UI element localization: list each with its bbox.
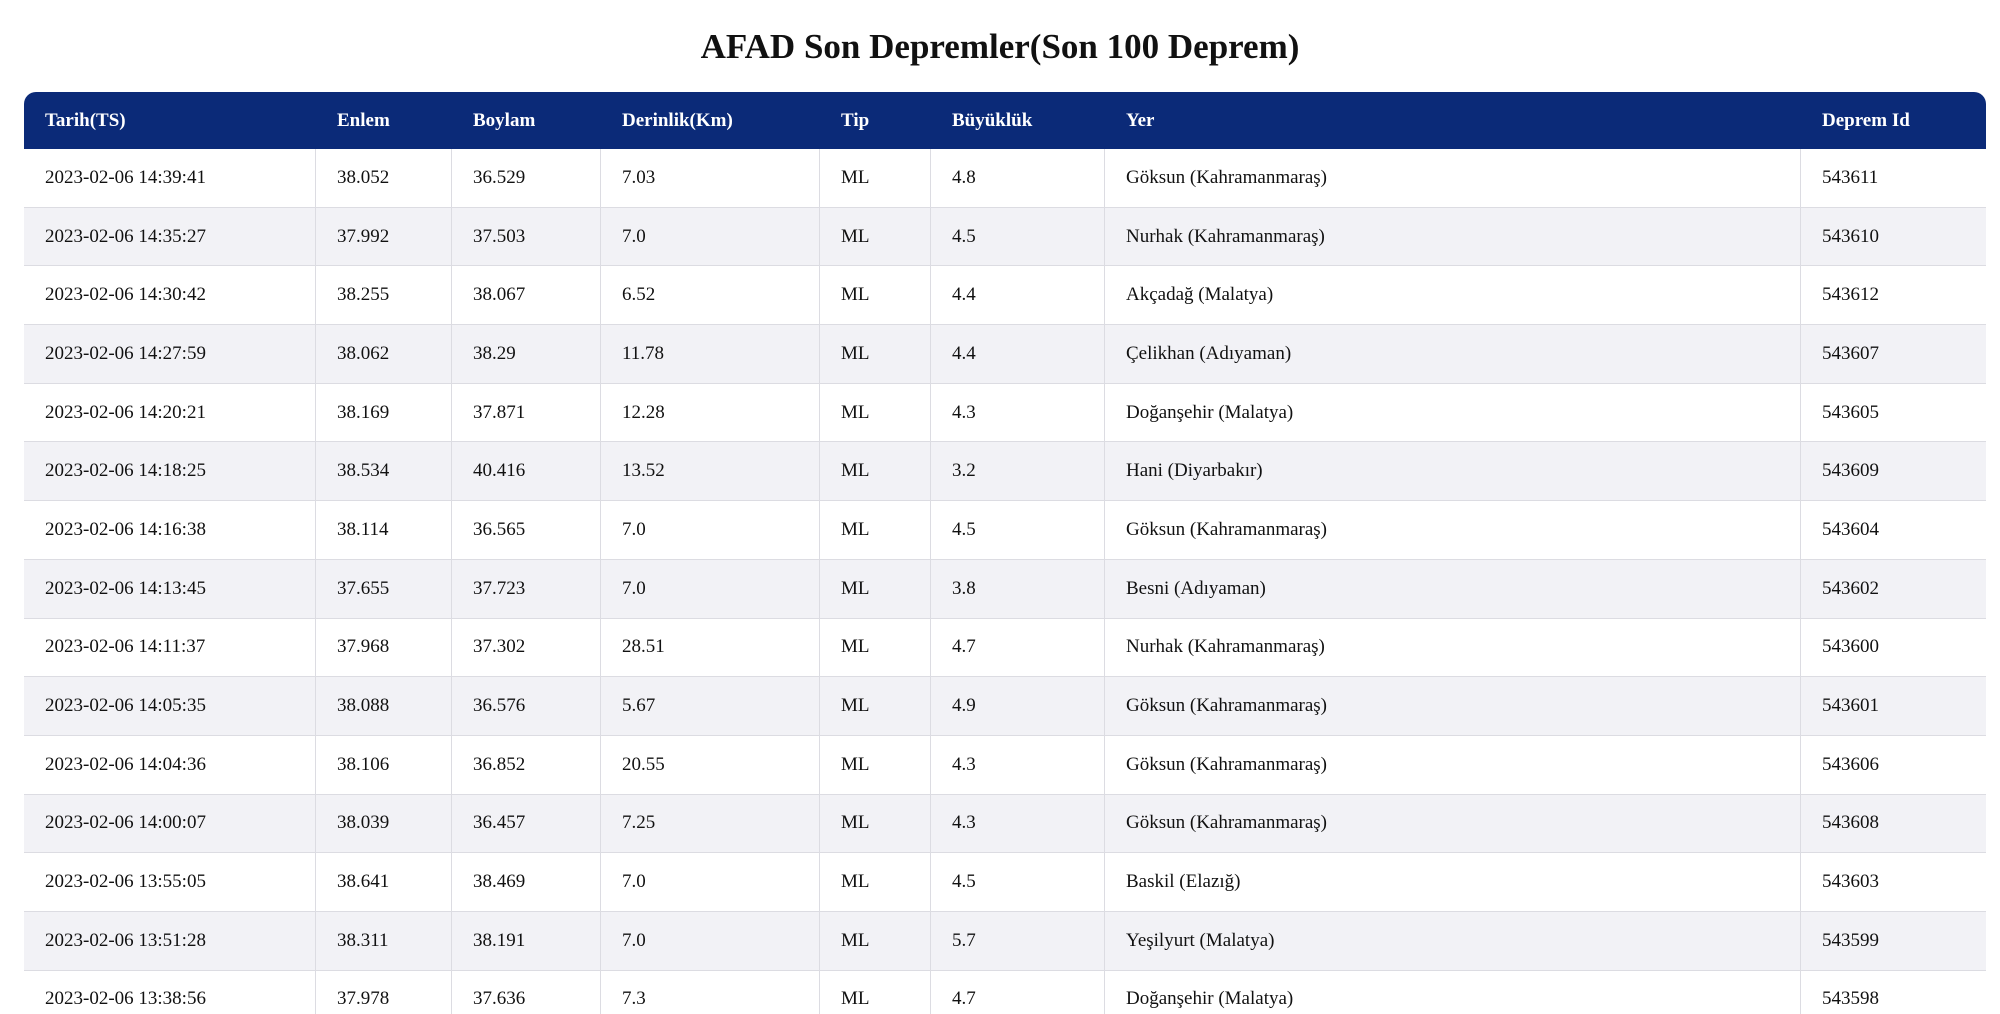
cell-longitude: 37.636 xyxy=(452,971,601,1014)
cell-latitude: 37.978 xyxy=(316,971,452,1014)
cell-date: 2023-02-06 14:35:27 xyxy=(24,208,316,267)
cell-type: ML xyxy=(820,442,931,501)
cell-earthquake-id: 543598 xyxy=(1801,971,1986,1014)
cell-earthquake-id: 543605 xyxy=(1801,384,1986,443)
table-body xyxy=(24,149,1986,1014)
table-row xyxy=(24,325,1986,384)
cell-magnitude: 4.7 xyxy=(931,619,1105,678)
cell-type: ML xyxy=(820,149,931,208)
cell-longitude: 37.302 xyxy=(452,619,601,678)
column-header-depth[interactable]: Derinlik(Km) xyxy=(601,92,820,149)
cell-date: 2023-02-06 14:30:42 xyxy=(24,266,316,325)
cell-longitude: 40.416 xyxy=(452,442,601,501)
column-header-longitude[interactable]: Boylam xyxy=(452,92,601,149)
cell-type: ML xyxy=(820,853,931,912)
cell-depth: 7.0 xyxy=(601,853,820,912)
cell-longitude: 36.576 xyxy=(452,677,601,736)
cell-location: Göksun (Kahramanmaraş) xyxy=(1105,795,1801,854)
cell-magnitude: 4.3 xyxy=(931,384,1105,443)
column-header-latitude[interactable]: Enlem xyxy=(316,92,452,149)
table-row xyxy=(24,384,1986,443)
table-row xyxy=(24,971,1986,1014)
cell-depth: 11.78 xyxy=(601,325,820,384)
cell-type: ML xyxy=(820,560,931,619)
cell-magnitude: 4.7 xyxy=(931,971,1105,1014)
cell-location: Akçadağ (Malatya) xyxy=(1105,266,1801,325)
table-row xyxy=(24,912,1986,971)
cell-depth: 7.0 xyxy=(601,560,820,619)
cell-location: Göksun (Kahramanmaraş) xyxy=(1105,736,1801,795)
table-row xyxy=(24,736,1986,795)
cell-date: 2023-02-06 13:51:28 xyxy=(24,912,316,971)
cell-earthquake-id: 543599 xyxy=(1801,912,1986,971)
table-row xyxy=(24,501,1986,560)
cell-location: Nurhak (Kahramanmaraş) xyxy=(1105,619,1801,678)
column-header-magnitude[interactable]: Büyüklük xyxy=(931,92,1105,149)
cell-type: ML xyxy=(820,501,931,560)
column-header-type[interactable]: Tip xyxy=(820,92,931,149)
cell-type: ML xyxy=(820,971,931,1014)
cell-depth: 13.52 xyxy=(601,442,820,501)
cell-latitude: 38.052 xyxy=(316,149,452,208)
cell-latitude: 37.992 xyxy=(316,208,452,267)
cell-earthquake-id: 543602 xyxy=(1801,560,1986,619)
cell-latitude: 38.255 xyxy=(316,266,452,325)
cell-latitude: 38.641 xyxy=(316,853,452,912)
cell-earthquake-id: 543611 xyxy=(1801,149,1986,208)
cell-latitude: 38.039 xyxy=(316,795,452,854)
cell-earthquake-id: 543607 xyxy=(1801,325,1986,384)
cell-date: 2023-02-06 14:11:37 xyxy=(24,619,316,678)
cell-longitude: 36.852 xyxy=(452,736,601,795)
table-row xyxy=(24,853,1986,912)
column-header-earthquake-id[interactable]: Deprem Id xyxy=(1801,92,1986,149)
cell-date: 2023-02-06 14:05:35 xyxy=(24,677,316,736)
cell-longitude: 36.457 xyxy=(452,795,601,854)
cell-longitude: 38.29 xyxy=(452,325,601,384)
cell-date: 2023-02-06 13:55:05 xyxy=(24,853,316,912)
cell-magnitude: 4.3 xyxy=(931,795,1105,854)
cell-location: Doğanşehir (Malatya) xyxy=(1105,384,1801,443)
cell-depth: 7.0 xyxy=(601,912,820,971)
cell-type: ML xyxy=(820,795,931,854)
table-row xyxy=(24,619,1986,678)
earthquake-table-container xyxy=(24,92,1986,1014)
cell-location: Göksun (Kahramanmaraş) xyxy=(1105,149,1801,208)
cell-type: ML xyxy=(820,736,931,795)
cell-location: Hani (Diyarbakır) xyxy=(1105,442,1801,501)
table-row xyxy=(24,149,1986,208)
cell-depth: 20.55 xyxy=(601,736,820,795)
cell-location: Nurhak (Kahramanmaraş) xyxy=(1105,208,1801,267)
cell-depth: 6.52 xyxy=(601,266,820,325)
cell-depth: 7.0 xyxy=(601,501,820,560)
cell-magnitude: 4.4 xyxy=(931,325,1105,384)
cell-location: Doğanşehir (Malatya) xyxy=(1105,971,1801,1014)
cell-longitude: 37.723 xyxy=(452,560,601,619)
cell-earthquake-id: 543606 xyxy=(1801,736,1986,795)
cell-depth: 12.28 xyxy=(601,384,820,443)
table-row xyxy=(24,442,1986,501)
cell-earthquake-id: 543609 xyxy=(1801,442,1986,501)
cell-latitude: 38.114 xyxy=(316,501,452,560)
table-row xyxy=(24,677,1986,736)
cell-latitude: 38.311 xyxy=(316,912,452,971)
cell-earthquake-id: 543610 xyxy=(1801,208,1986,267)
cell-longitude: 37.871 xyxy=(452,384,601,443)
cell-location: Besni (Adıyaman) xyxy=(1105,560,1801,619)
cell-date: 2023-02-06 14:04:36 xyxy=(24,736,316,795)
cell-longitude: 38.469 xyxy=(452,853,601,912)
cell-location: Çelikhan (Adıyaman) xyxy=(1105,325,1801,384)
cell-date: 2023-02-06 14:27:59 xyxy=(24,325,316,384)
cell-type: ML xyxy=(820,266,931,325)
cell-date: 2023-02-06 14:39:41 xyxy=(24,149,316,208)
cell-date: 2023-02-06 14:16:38 xyxy=(24,501,316,560)
cell-longitude: 36.565 xyxy=(452,501,601,560)
cell-magnitude: 4.5 xyxy=(931,853,1105,912)
cell-type: ML xyxy=(820,384,931,443)
cell-earthquake-id: 543604 xyxy=(1801,501,1986,560)
cell-earthquake-id: 543600 xyxy=(1801,619,1986,678)
cell-magnitude: 4.5 xyxy=(931,208,1105,267)
table-row xyxy=(24,795,1986,854)
cell-latitude: 38.088 xyxy=(316,677,452,736)
table-header xyxy=(24,92,1986,149)
cell-date: 2023-02-06 14:00:07 xyxy=(24,795,316,854)
cell-depth: 7.25 xyxy=(601,795,820,854)
earthquake-table xyxy=(24,92,1986,1014)
cell-longitude: 36.529 xyxy=(452,149,601,208)
cell-magnitude: 4.3 xyxy=(931,736,1105,795)
cell-magnitude: 4.9 xyxy=(931,677,1105,736)
cell-location: Yeşilyurt (Malatya) xyxy=(1105,912,1801,971)
cell-depth: 28.51 xyxy=(601,619,820,678)
cell-type: ML xyxy=(820,208,931,267)
cell-magnitude: 5.7 xyxy=(931,912,1105,971)
cell-location: Göksun (Kahramanmaraş) xyxy=(1105,501,1801,560)
cell-depth: 7.03 xyxy=(601,149,820,208)
table-row xyxy=(24,208,1986,267)
cell-type: ML xyxy=(820,677,931,736)
cell-earthquake-id: 543603 xyxy=(1801,853,1986,912)
cell-location: Baskil (Elazığ) xyxy=(1105,853,1801,912)
cell-latitude: 38.169 xyxy=(316,384,452,443)
table-row xyxy=(24,266,1986,325)
cell-type: ML xyxy=(820,325,931,384)
header-row xyxy=(24,92,1986,149)
cell-magnitude: 4.5 xyxy=(931,501,1105,560)
cell-latitude: 38.106 xyxy=(316,736,452,795)
cell-depth: 7.0 xyxy=(601,208,820,267)
cell-magnitude: 4.4 xyxy=(931,266,1105,325)
cell-date: 2023-02-06 14:18:25 xyxy=(24,442,316,501)
cell-type: ML xyxy=(820,912,931,971)
cell-type: ML xyxy=(820,619,931,678)
cell-longitude: 38.191 xyxy=(452,912,601,971)
cell-magnitude: 3.8 xyxy=(931,560,1105,619)
column-header-date[interactable]: Tarih(TS) xyxy=(24,92,316,149)
column-header-location[interactable]: Yer xyxy=(1105,92,1801,149)
cell-longitude: 37.503 xyxy=(452,208,601,267)
cell-latitude: 37.655 xyxy=(316,560,452,619)
cell-latitude: 38.062 xyxy=(316,325,452,384)
table-row xyxy=(24,560,1986,619)
cell-depth: 5.67 xyxy=(601,677,820,736)
cell-latitude: 37.968 xyxy=(316,619,452,678)
cell-earthquake-id: 543612 xyxy=(1801,266,1986,325)
cell-earthquake-id: 543608 xyxy=(1801,795,1986,854)
cell-date: 2023-02-06 14:13:45 xyxy=(24,560,316,619)
cell-depth: 7.3 xyxy=(601,971,820,1014)
cell-location: Göksun (Kahramanmaraş) xyxy=(1105,677,1801,736)
page-title: AFAD Son Depremler(Son 100 Deprem) xyxy=(700,27,1300,66)
cell-date: 2023-02-06 13:38:56 xyxy=(24,971,316,1014)
cell-date: 2023-02-06 14:20:21 xyxy=(24,384,316,443)
cell-magnitude: 3.2 xyxy=(931,442,1105,501)
cell-latitude: 38.534 xyxy=(316,442,452,501)
cell-earthquake-id: 543601 xyxy=(1801,677,1986,736)
cell-longitude: 38.067 xyxy=(452,266,601,325)
cell-magnitude: 4.8 xyxy=(931,149,1105,208)
